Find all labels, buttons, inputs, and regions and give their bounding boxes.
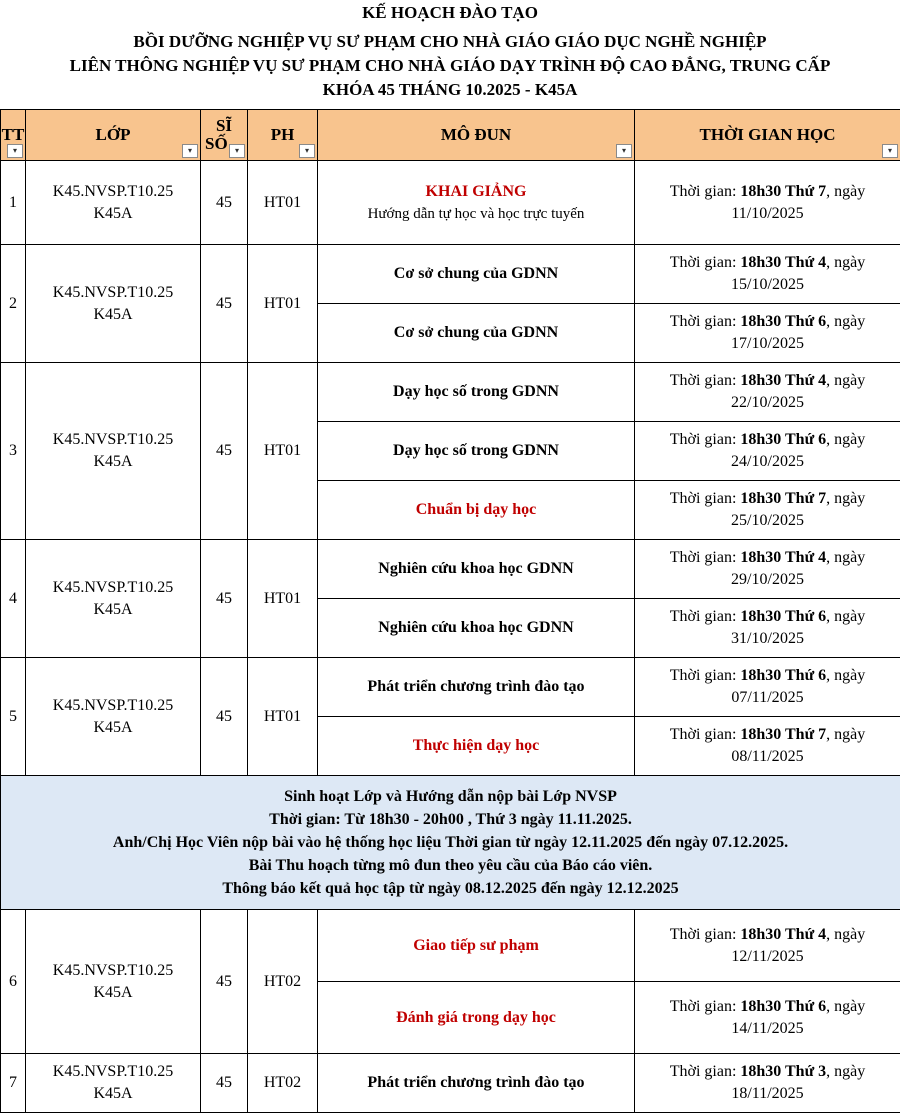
- filter-dropdown-icon[interactable]: ▾: [7, 144, 23, 158]
- cell-tt: 3: [1, 363, 26, 540]
- table-row: [1, 161, 900, 245]
- table-row: [1, 363, 900, 422]
- note-line: Thông báo kết quả học tập từ ngày 08.12.2025 đến ngày 12.12.2025: [1, 877, 900, 900]
- cell-lop: K45.NVSP.T10.25 K45A: [26, 658, 201, 776]
- note-row: [1, 776, 900, 910]
- cell-time: Thời gian: 18h30 Thứ 4, ngày 12/11/2025: [635, 910, 900, 982]
- note-line: Anh/Chị Học Viên nộp bài vào hệ thống học liệu Thời gian từ ngày 12.11.2025 đến ngày 07.12.2025.: [1, 831, 900, 854]
- cell-time: Thời gian: 18h30 Thứ 7, ngày 11/10/2025: [635, 161, 900, 245]
- header-row: [1, 110, 900, 161]
- cell-tt: 6: [1, 910, 26, 1054]
- cell-time: Thời gian: 18h30 Thứ 7, ngày 08/11/2025: [635, 717, 900, 776]
- doc-subtitle-1: BỒI DƯỠNG NGHIỆP VỤ SƯ PHẠM CHO NHÀ GIÁO GIÁO DỤC NGHỀ NGHIỆP: [0, 31, 900, 53]
- cell-tt: 7: [1, 1054, 26, 1113]
- cell-tt: 2: [1, 245, 26, 363]
- cell-time: Thời gian: 18h30 Thứ 6, ngày 24/10/2025: [635, 422, 900, 481]
- table-row: [1, 910, 900, 982]
- cell-lop: K45.NVSP.T10.25 K45A: [26, 1054, 201, 1113]
- cell-module: Dạy học số trong GDNN: [318, 422, 635, 481]
- cell-ph: HT01: [248, 540, 318, 658]
- cell-lop: K45.NVSP.T10.25 K45A: [26, 161, 201, 245]
- cell-module: Thực hiện dạy học: [318, 717, 635, 776]
- cell-si-so: 45: [201, 363, 248, 540]
- cell-si-so: 45: [201, 161, 248, 245]
- table-row: [1, 245, 900, 304]
- cell-ph: HT01: [248, 161, 318, 245]
- cell-lop: K45.NVSP.T10.25 K45A: [26, 245, 201, 363]
- cell-time: Thời gian: 18h30 Thứ 4, ngày 15/10/2025: [635, 245, 900, 304]
- cell-module: Giao tiếp sư phạm: [318, 910, 635, 982]
- header-thoi-gian: THỜI GIAN HỌC ▾: [635, 110, 900, 161]
- cell-module: KHAI GIẢNG Hướng dẫn tự học và học trực tuyến: [318, 161, 635, 245]
- header-ph: PH ▾: [248, 110, 318, 161]
- cell-si-so: 45: [201, 658, 248, 776]
- cell-si-so: 45: [201, 910, 248, 1054]
- doc-subtitle-3: KHÓA 45 THÁNG 10.2025 - K45A: [0, 79, 900, 101]
- filter-dropdown-icon[interactable]: ▾: [182, 144, 198, 158]
- cell-ph: HT02: [248, 910, 318, 1054]
- cell-module: Chuẩn bị dạy học: [318, 481, 635, 540]
- cell-module: Phát triển chương trình đào tạo: [318, 658, 635, 717]
- filter-dropdown-icon[interactable]: ▾: [299, 144, 315, 158]
- cell-lop: K45.NVSP.T10.25 K45A: [26, 363, 201, 540]
- cell-time: Thời gian: 18h30 Thứ 6, ngày 31/10/2025: [635, 599, 900, 658]
- cell-tt: 5: [1, 658, 26, 776]
- cell-time: Thời gian: 18h30 Thứ 6, ngày 07/11/2025: [635, 658, 900, 717]
- cell-time: Thời gian: 18h30 Thứ 6, ngày 14/11/2025: [635, 982, 900, 1054]
- cell-si-so: 45: [201, 1054, 248, 1113]
- header-si-so: SĨ SỐ ▾: [201, 110, 248, 161]
- cell-lop: K45.NVSP.T10.25 K45A: [26, 540, 201, 658]
- cell-tt: 1: [1, 161, 26, 245]
- cell-time: Thời gian: 18h30 Thứ 4, ngày 29/10/2025: [635, 540, 900, 599]
- cell-time: Thời gian: 18h30 Thứ 3, ngày 18/11/2025: [635, 1054, 900, 1113]
- cell-si-so: 45: [201, 540, 248, 658]
- doc-subtitle-2: LIÊN THÔNG NGHIỆP VỤ SƯ PHẠM CHO NHÀ GIÁO DẠY TRÌNH ĐỘ CAO ĐẲNG, TRUNG CẤP: [0, 55, 900, 77]
- filter-dropdown-icon[interactable]: ▾: [882, 144, 898, 158]
- note-cell: [1, 776, 900, 910]
- schedule-table: [0, 109, 900, 1113]
- note-line: Sinh hoạt Lớp và Hướng dẫn nộp bài Lớp NVSP: [1, 785, 900, 808]
- cell-time: Thời gian: 18h30 Thứ 6, ngày 17/10/2025: [635, 304, 900, 363]
- cell-module: Đánh giá trong dạy học: [318, 982, 635, 1054]
- doc-title: KẾ HOẠCH ĐÀO TẠO: [0, 2, 900, 24]
- cell-time: Thời gian: 18h30 Thứ 4, ngày 22/10/2025: [635, 363, 900, 422]
- cell-lop: K45.NVSP.T10.25 K45A: [26, 910, 201, 1054]
- cell-time: Thời gian: 18h30 Thứ 7, ngày 25/10/2025: [635, 481, 900, 540]
- cell-ph: HT01: [248, 245, 318, 363]
- cell-tt: 4: [1, 540, 26, 658]
- table-row: [1, 1054, 900, 1113]
- cell-ph: HT01: [248, 363, 318, 540]
- cell-module: Phát triển chương trình đào tạo: [318, 1054, 635, 1113]
- filter-dropdown-icon[interactable]: ▾: [229, 144, 245, 158]
- note-line: Thời gian: Từ 18h30 - 20h00 , Thứ 3 ngày 11.11.2025.: [1, 808, 900, 831]
- cell-ph: HT01: [248, 658, 318, 776]
- cell-si-so: 45: [201, 245, 248, 363]
- cell-module: Dạy học số trong GDNN: [318, 363, 635, 422]
- filter-dropdown-icon[interactable]: ▾: [616, 144, 632, 158]
- cell-module: Nghiên cứu khoa học GDNN: [318, 540, 635, 599]
- cell-ph: HT02: [248, 1054, 318, 1113]
- cell-module: Nghiên cứu khoa học GDNN: [318, 599, 635, 658]
- cell-module: Cơ sở chung của GDNN: [318, 245, 635, 304]
- header-lop: LỚP ▾: [26, 110, 201, 161]
- header-tt: TT ▾: [1, 110, 26, 161]
- cell-module: Cơ sở chung của GDNN: [318, 304, 635, 363]
- table-row: [1, 658, 900, 717]
- note-line: Bài Thu hoạch từng mô đun theo yêu cầu của Báo cáo viên.: [1, 854, 900, 877]
- table-row: [1, 540, 900, 599]
- document-title-block: [0, 0, 900, 108]
- header-mo-dun: MÔ ĐUN ▾: [318, 110, 635, 161]
